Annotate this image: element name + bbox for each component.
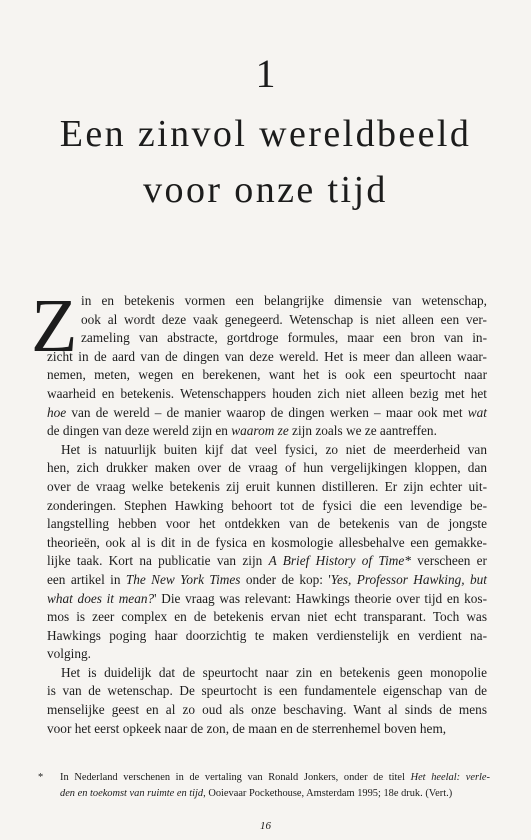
text-line: voor het eerst opkeek naar de zon, de maan en de sterrenhemel boven hem, [47, 720, 447, 736]
text-line: volging. [47, 646, 91, 662]
text-line: in en betekenis vormen een belangrijke dimensie van wetenschap, [81, 293, 487, 308]
chapter-title-line-2: voor onze tijd [143, 169, 388, 211]
paragraph [47, 664, 487, 738]
text-line: is van de wetenschap. De speurtocht is een fundamentele eigenschap van de [47, 683, 487, 699]
paragraph [47, 441, 487, 664]
text-line: menselijke geest en al zo oud als onze beschaving. Want al sinds de mens [47, 702, 487, 718]
text-line: zicht in de aard van de dingen van deze wereld. Het is meer dan alleen waar- [47, 348, 487, 364]
text-line: de dingen van deze wereld zijn en waarom ze zijn zoals we ze aantreffen. [47, 423, 437, 439]
footnote-line: In Nederland verschenen in de vertaling van Ronald Jonkers, onder de titel Het heelal: verle- [60, 772, 490, 783]
text-line: langstelling hebben voor het ontdekken van de betekenis van de jongste [47, 516, 487, 532]
text-line: zameling van abstracte, gortdroge formules, maar een bron van in- [81, 330, 487, 346]
paragraph [31, 284, 487, 441]
footnote [38, 770, 490, 802]
text-line: een artikel in The New York Times onder de kop: 'Yes, Professor Hawking, but [47, 571, 487, 587]
text-line: what does it mean?' Die vraag was relevant: Hawkings theorie over tijd en kos- [47, 590, 487, 606]
text-line: nemen, meten, wegen en berekenen, want het is ook een speurtocht naar [47, 367, 487, 383]
text-line: mos is zeer complex en de betekenis ervan niet echt transparant. Toch was [47, 609, 487, 625]
chapter-title-line-1: Een zinvol wereldbeeld [59, 113, 472, 155]
text-line: lijke taak. Kort na publicatie van zijn A Brief History of Time* verscheen er [47, 553, 487, 569]
text-line: over de vraag welke betekenis zij eruit kunnen distilleren. Er zijn echter uit- [47, 478, 487, 494]
text-line: hen, zich drukker maken over de vraag of hun vergelijkingen kloppen, dan [47, 460, 487, 476]
text-line: Het is natuurlijk buiten kijf dat veel fysici, zo niet de meerderheid van [61, 441, 487, 457]
chapter-title [0, 106, 531, 218]
body-text [31, 284, 487, 738]
text-line: Hawkings poging haar doorzichtig te maken verdienstelijk en verdient na- [47, 627, 487, 643]
footnote-line: den en toekomst van ruimte en tijd, Ooievaar Pockethouse, Amsterdam 1995; 18e druk. (Vert.) [60, 788, 453, 799]
text-line: zonderingen. Stephen Hawking behoort tot de fysici die een levendige be- [47, 497, 487, 513]
text-line: Het is duidelijk dat de speurtocht naar zin en betekenis geen monopolie [61, 664, 487, 680]
text-line: hoe van de wereld – de manier waarop de dingen werken – maar ook met wat [47, 404, 487, 420]
drop-cap: Z [31, 284, 78, 368]
page-number: 16 [260, 820, 271, 832]
footnote-text [38, 770, 490, 802]
chapter-number: 1 [255, 51, 276, 96]
text-line: waarheid en betekenis. Wetenschappers houden zich niet alleen bezig met het [47, 385, 487, 401]
footnote-marker: * [38, 772, 44, 783]
text-line: ook al wordt deze vaak genegeerd. Wetenschap is niet alleen een ver- [81, 311, 487, 327]
text-line: theorieën, ook al is dit in de fysica en kosmologie allesbehalve een gemakke- [47, 534, 487, 550]
